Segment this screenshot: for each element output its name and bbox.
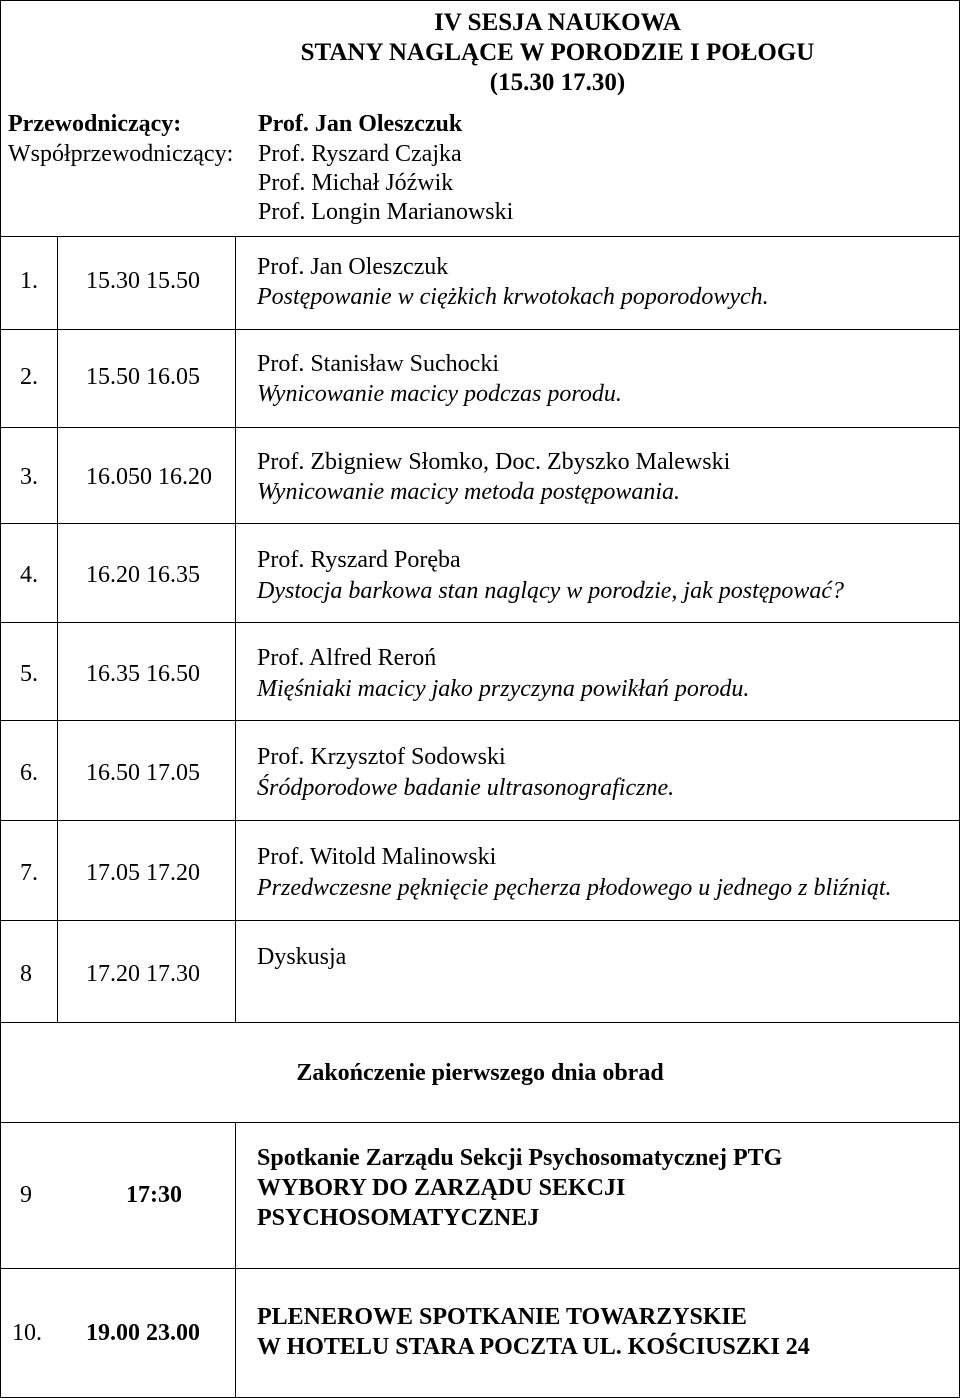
cochair-name: Prof. Longin Marianowski (258, 199, 514, 225)
row-number: 1. (20, 268, 38, 294)
row-speaker: Prof. Krzysztof Sodowski (257, 744, 506, 770)
row-time: 16.35 16.50 (86, 661, 200, 687)
row-speaker: Prof. Jan Oleszczuk (257, 254, 449, 280)
row-title: Postępowanie w ciężkich krwotokach poporodowych. (257, 284, 769, 310)
row-line: WYBORY DO ZARZĄDU SEKCJI (257, 1175, 626, 1201)
row-speaker: Prof. Ryszard Poręba (257, 547, 461, 573)
row-line: Spotkanie Zarządu Sekcji Psychosomatycznej PTG (257, 1145, 783, 1171)
row-speaker: Prof. Alfred Reroń (257, 645, 437, 671)
closing-notice: Zakończenie pierwszego dnia obrad (296, 1060, 664, 1086)
row-number: 2. (20, 364, 38, 390)
row-time: 16.050 16.20 (86, 464, 212, 490)
row-line: PSYCHOSOMATYCZNEJ (257, 1205, 540, 1231)
row-line: PLENEROWE SPOTKANIE TOWARZYSKIE (257, 1304, 747, 1330)
row-time: 19.00 23.00 (86, 1320, 200, 1346)
row-divider (0, 1122, 960, 1123)
row-divider (0, 329, 960, 330)
row-number: 6. (20, 760, 38, 786)
session-time-range: (15.30 17.30) (489, 69, 626, 96)
cochair-name: Prof. Ryszard Czajka (258, 141, 462, 167)
row-divider (0, 236, 960, 237)
row-number: 7. (20, 860, 38, 886)
row-divider (0, 1022, 960, 1023)
session-topic-title: STANY NAGLĄCE W PORODZIE I POŁOGU (300, 39, 815, 66)
row-speaker: Prof. Witold Malinowski (257, 844, 497, 870)
session-number-title: IV SESJA NAUKOWA (434, 9, 681, 36)
row-speaker: Prof. Stanisław Suchocki (257, 351, 499, 377)
row-divider (0, 523, 960, 524)
row-speaker: Dyskusja (257, 944, 347, 970)
row-speaker: Prof. Zbigniew Słomko, Doc. Zbyszko Malewski (257, 449, 731, 475)
row-time: 15.50 16.05 (86, 364, 200, 390)
row-title: Przedwczesne pęknięcie pęcherza płodowego u jednego z bliźniąt. (257, 875, 892, 901)
chair-label: Przewodniczący: (8, 111, 182, 137)
row-number: 9 (20, 1182, 32, 1208)
row-time: 15.30 15.50 (86, 268, 200, 294)
column-divider (57, 236, 58, 1022)
row-number: 4. (20, 562, 38, 588)
row-time: 16.50 17.05 (86, 760, 200, 786)
row-divider (0, 920, 960, 921)
row-title: Dystocja barkowa stan naglący w porodzie, jak postępować? (257, 578, 845, 604)
row-number: 3. (20, 464, 38, 490)
row-time: 17:30 (126, 1182, 182, 1208)
row-title: Mięśniaki macicy jako przyczyna powikłań porodu. (257, 676, 750, 702)
cochair-name: Prof. Michał Jóźwik (258, 170, 454, 196)
row-divider (0, 820, 960, 821)
chair-name: Prof. Jan Oleszczuk (258, 111, 463, 137)
row-title: Śródporodowe badanie ultrasonograficzne. (257, 775, 675, 801)
column-divider (235, 1122, 236, 1398)
row-title: Wynicowanie macicy podczas porodu. (257, 381, 622, 407)
row-number: 8 (20, 961, 32, 987)
row-divider (0, 427, 960, 428)
row-time: 17.20 17.30 (86, 961, 200, 987)
cochair-label: Współprzewodniczący: (8, 141, 234, 167)
row-number: 5. (20, 661, 38, 687)
row-time: 16.20 16.35 (86, 562, 200, 588)
column-divider (235, 236, 236, 1022)
row-time: 17.05 17.20 (86, 860, 200, 886)
row-divider (0, 1268, 960, 1269)
row-divider (0, 622, 960, 623)
row-title: Wynicowanie macicy metoda postępowania. (257, 479, 681, 505)
row-divider (0, 720, 960, 721)
row-line: W HOTELU STARA POCZTA UL. KOŚCIUSZKI 24 (257, 1334, 810, 1360)
row-number: 10. (12, 1320, 42, 1346)
